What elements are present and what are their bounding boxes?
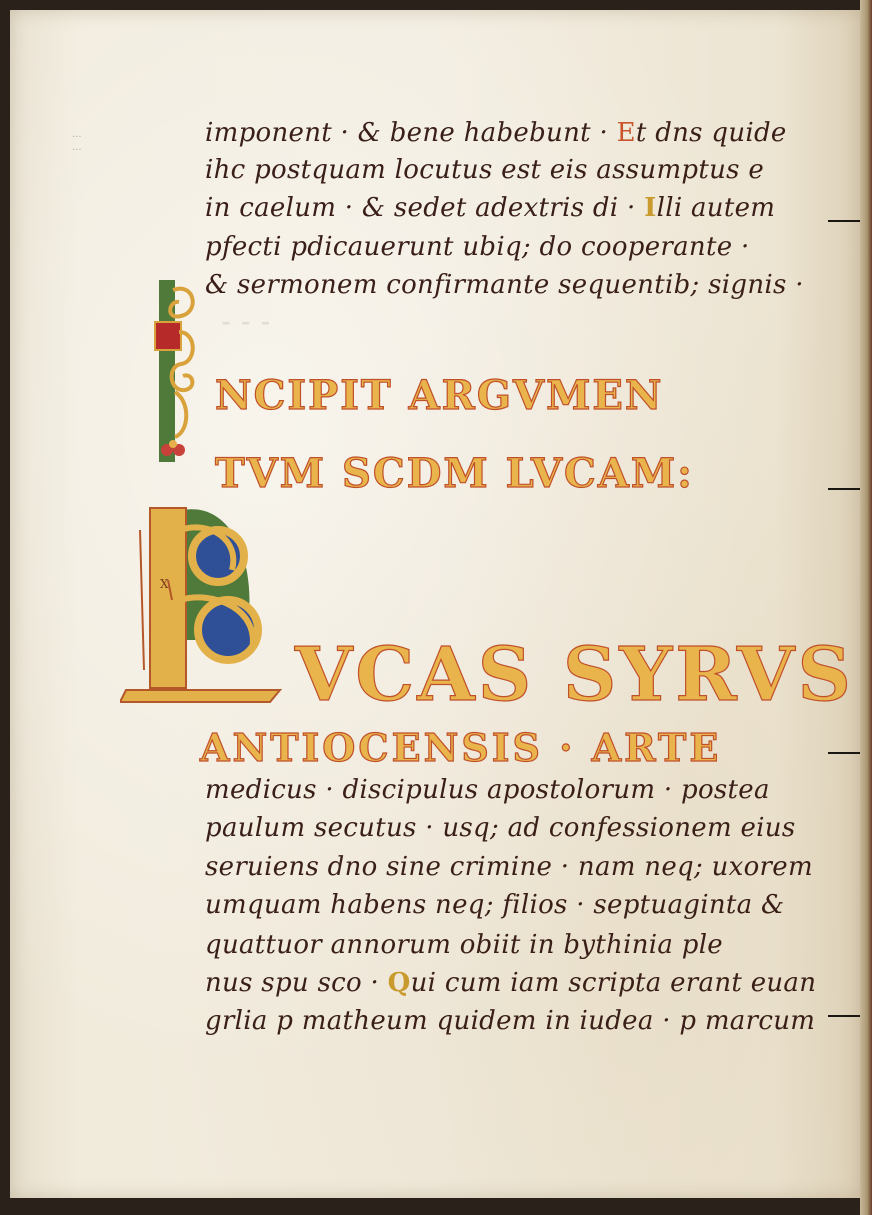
title-lucas-syrus: VCAS SYRVS (295, 632, 854, 718)
show-through-text: ⁃ ⁃ ⁃ (220, 310, 272, 338)
edge-tick (828, 220, 860, 222)
rubric-initial-e: E (616, 118, 636, 148)
text-line-2: ihc postquam locutus est eis assumptus e (205, 155, 765, 185)
incipit-heading-line-2: TVM SCDM LVCAM: (215, 450, 694, 497)
body-line-2: paulum secutus · usq; ad confessionem eius (205, 813, 796, 843)
edge-tick (828, 752, 860, 754)
edge-tick (828, 488, 860, 490)
decorated-initial-l (120, 490, 300, 705)
manuscript-page (10, 10, 860, 1198)
incipit-heading-line-1: NCIPIT ARGVMEN (215, 372, 664, 419)
gold-initial-q: Q (387, 968, 411, 998)
decorated-initial-i (145, 272, 205, 472)
body-line-1: medicus · discipulus apostolorum · postea (205, 775, 770, 805)
initial-inscription: X (160, 577, 169, 591)
title-antiocensis: ANTIOCENSIS · ARTE (200, 725, 722, 770)
marginal-note: ... ... (72, 129, 82, 153)
gold-initial-i: I (644, 193, 657, 223)
body-line-6: nus spu sco · Qui cum iam scripta erant euan (205, 968, 817, 998)
text-line-3: in caelum · & sedet adextris di · Illi autem (205, 193, 776, 223)
text-line-5: & sermonem confirmante sequentib; signis · (205, 270, 804, 300)
edge-tick (828, 1015, 860, 1017)
body-line-3: seruiens dno sine crimine · nam neq; uxorem (205, 852, 813, 882)
body-line-7: grlia p matheum quidem in iudea · p marcum (205, 1006, 816, 1036)
page-edge (860, 0, 872, 1215)
body-line-4: umquam habens neq; filios · septuaginta & (205, 890, 785, 920)
body-line-5: quattuor annorum obiit in bythinia ple (205, 930, 723, 960)
text-line-4: pfecti pdicauerunt ubiq; do cooperante · (205, 232, 750, 262)
text-line-1: imponent · & bene habebunt · Et dns quide (205, 118, 787, 148)
